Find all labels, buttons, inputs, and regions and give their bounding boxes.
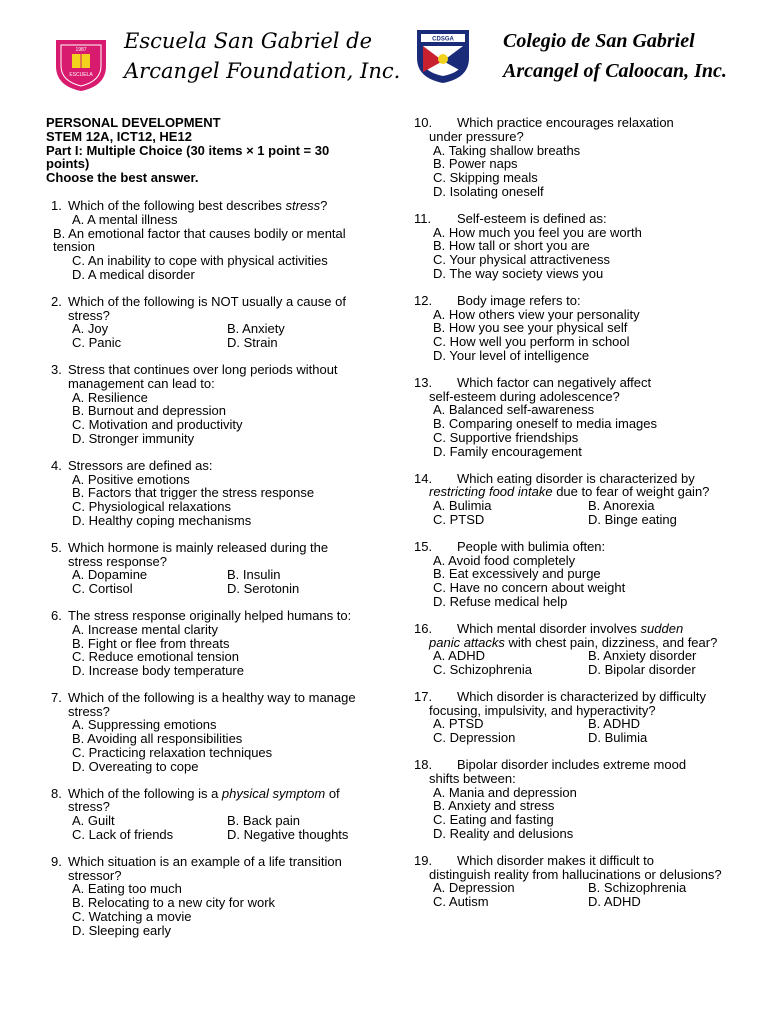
option-b[interactable]: B. How you see your physical self (433, 320, 628, 336)
question-13 (414, 376, 734, 459)
question-17 (414, 690, 734, 745)
exam-instruction: Choose the best answer. (46, 170, 199, 186)
option-b[interactable]: B. Insulin (227, 567, 281, 583)
question-stem: Stress that continues over long periods without management can lead to: (68, 361, 338, 391)
question-stem: Which of the following best describes stress? (68, 197, 328, 213)
question-stem: Which hormone is mainly released during the stress response? (68, 539, 329, 569)
left-school-line1: Escuela San Gabriel de (124, 29, 373, 53)
option-d[interactable]: D. Increase body temperature (72, 663, 244, 679)
question-stem-cont: panic attacks with chest pain, dizziness, and fear? (429, 634, 718, 650)
question-7 (46, 691, 366, 774)
question-stem: People with bulimia often: (457, 538, 606, 554)
question-number: 1. (51, 197, 62, 213)
option-b[interactable]: B. Anxiety (227, 321, 285, 337)
question-number: 7. (51, 689, 62, 705)
school-seal-logo (50, 36, 112, 92)
option-a[interactable]: A. Taking shallow breaths (433, 142, 581, 158)
option-b[interactable]: B. How tall or short you are (433, 238, 590, 254)
option-c[interactable]: C. Practicing relaxation techniques (72, 745, 273, 761)
option-b[interactable]: B. Back pain (227, 813, 300, 829)
option-a[interactable]: A. Depression (433, 880, 515, 896)
question-stem-cont: under pressure? (429, 128, 524, 144)
question-18 (414, 758, 734, 841)
option-c[interactable]: C. How well you perform in school (433, 334, 630, 350)
option-d[interactable]: D. ADHD (588, 894, 641, 910)
question-stem: Which situation is an example of a life transition stressor? (68, 853, 342, 883)
option-b[interactable]: B. Schizophrenia (588, 880, 687, 896)
seal-year: 1987 (75, 47, 87, 53)
option-a[interactable]: A. How others view your personality (433, 306, 640, 322)
question-stem-cont: shifts between: (429, 770, 516, 786)
option-d[interactable]: D. Serotonin (227, 581, 300, 597)
question-number: 12. (414, 292, 433, 308)
option-a[interactable]: A. Mania and depression (433, 784, 577, 800)
option-c[interactable]: C. Cortisol (72, 581, 133, 597)
question-9 (46, 855, 366, 938)
question-2 (46, 295, 366, 350)
option-c[interactable]: C. Autism (433, 894, 489, 910)
option-a[interactable]: A. Dopamine (72, 567, 148, 583)
question-number: 15. (414, 538, 433, 554)
question-8 (46, 787, 366, 842)
option-b[interactable]: B. Anxiety and stress (433, 798, 555, 814)
exam-part: Part I: Multiple Choice (30 items × 1 point = 30 points) (46, 142, 330, 172)
option-c[interactable]: C. Supportive friendships (433, 429, 579, 445)
question-number: 13. (414, 374, 433, 390)
question-number: 5. (51, 539, 62, 555)
question-number: 4. (51, 457, 62, 473)
right-column (414, 116, 734, 909)
question-5 (46, 541, 366, 596)
option-b[interactable]: B. Avoiding all responsibilities (72, 731, 243, 747)
option-d[interactable]: D. The way society views you (433, 265, 604, 281)
question-stem: Which disorder is characterized by difficulty (457, 688, 707, 704)
question-6 (46, 609, 366, 678)
question-11 (414, 212, 734, 281)
option-a[interactable]: A. Guilt (72, 813, 115, 829)
option-c[interactable]: C. Panic (72, 335, 122, 351)
option-a[interactable]: A. A mental illness (72, 211, 178, 227)
option-b[interactable]: B. Power naps (433, 156, 518, 172)
question-number: 8. (51, 785, 62, 801)
option-b[interactable]: B. Anorexia (588, 498, 655, 514)
option-a[interactable]: A. PTSD (433, 716, 484, 732)
option-b[interactable]: B. Relocating to a new city for work (72, 895, 276, 911)
question-4 (46, 459, 366, 528)
exam-sections: STEM 12A, ICT12, HE12 (46, 128, 192, 144)
option-a[interactable]: A. Joy (72, 321, 109, 337)
option-c[interactable]: C. Motivation and productivity (72, 417, 243, 433)
question-number: 18. (414, 757, 433, 773)
question-10 (414, 116, 734, 199)
option-d[interactable]: D. Binge eating (588, 511, 677, 527)
option-c[interactable]: C. Your physical attractiveness (433, 252, 611, 268)
option-d[interactable]: D. Your level of intelligence (433, 347, 590, 363)
option-a[interactable]: A. Suppressing emotions (72, 717, 217, 733)
page-header (0, 0, 768, 108)
question-stem-cont: distinguish reality from hallucinations or delusions? (429, 866, 722, 882)
option-d[interactable]: D. Sleeping early (72, 922, 171, 938)
question-14 (414, 472, 734, 527)
option-a[interactable]: A. Eating too much (72, 881, 182, 897)
question-stem: The stress response originally helped humans to: (68, 607, 352, 623)
question-number: 6. (51, 607, 62, 623)
option-c[interactable]: C. PTSD (433, 511, 485, 527)
option-a[interactable]: A. Resilience (72, 389, 148, 405)
option-c[interactable]: C. Schizophrenia (433, 662, 532, 678)
option-b[interactable]: B. Comparing oneself to media images (433, 416, 658, 432)
question-stem: Self-esteem is defined as: (457, 210, 607, 226)
option-a[interactable]: A. Positive emotions (72, 471, 190, 487)
question-number: 10. (414, 115, 433, 130)
question-number: 19. (414, 852, 433, 868)
option-c[interactable]: C. Watching a movie (72, 909, 192, 925)
question-stem: Stressors are defined as: (68, 457, 213, 473)
shield-text: CDSGA (432, 36, 454, 43)
question-stem-cont: self-esteem during adolescence? (429, 388, 620, 404)
question-stem: Body image refers to: (457, 292, 581, 308)
question-number: 17. (414, 688, 433, 704)
option-a[interactable]: A. Balanced self-awareness (433, 402, 595, 418)
option-d[interactable]: D. A medical disorder (72, 266, 195, 282)
option-d[interactable]: D. Overeating to cope (72, 758, 199, 774)
question-stem: Which practice encourages relaxation (457, 115, 674, 130)
option-d[interactable]: D. Stronger immunity (72, 430, 195, 446)
exam-subject: PERSONAL DEVELOPMENT (46, 115, 221, 130)
option-c[interactable]: C. Have no concern about weight (433, 580, 626, 596)
option-d[interactable]: D. Bulimia (588, 730, 648, 746)
right-school-line1: Colegio de San Gabriel (503, 30, 695, 52)
option-d[interactable]: D. Refuse medical help (433, 593, 568, 609)
question-stem-cont: restricting food intake due to fear of weight gain? (429, 484, 710, 500)
question-number: 3. (51, 361, 62, 377)
option-d[interactable]: D. Negative thoughts (227, 827, 349, 843)
question-stem: Which factor can negatively affect (457, 374, 652, 390)
option-b[interactable]: B. ADHD (588, 716, 641, 732)
option-d[interactable]: D. Isolating oneself (433, 183, 544, 199)
left-school-name (124, 26, 401, 86)
question-number: 11. (414, 210, 432, 226)
question-12 (414, 294, 734, 363)
option-b[interactable]: B. Burnout and depression (72, 403, 226, 419)
option-c[interactable]: C. Reduce emotional tension (72, 649, 239, 665)
option-b[interactable]: B. Fight or flee from threats (72, 635, 230, 651)
left-column (46, 116, 366, 938)
option-c[interactable]: C. An inability to cope with physical activities (72, 253, 328, 269)
question-stem: Which of the following is a healthy way to manage stress? (68, 689, 356, 719)
option-b[interactable]: B. An emotional factor that causes bodily or mental tension (53, 225, 346, 255)
option-a[interactable]: A. Avoid food completely (433, 552, 576, 568)
option-b[interactable]: B. Factors that trigger the stress response (72, 485, 315, 501)
question-stem: Which disorder makes it difficult to (457, 852, 654, 868)
question-3 (46, 363, 366, 446)
option-b[interactable]: B. Eat excessively and purge (433, 566, 601, 582)
option-c[interactable]: C. Skipping meals (433, 170, 538, 186)
option-d[interactable]: D. Healthy coping mechanisms (72, 512, 252, 528)
question-stem: Which of the following is a physical symptom of stress? (68, 785, 340, 815)
option-c[interactable]: C. Depression (433, 730, 516, 746)
school-shield-logo (413, 26, 473, 84)
question-number: 16. (414, 620, 433, 636)
option-c[interactable]: C. Eating and fasting (433, 812, 554, 828)
question-1 (46, 199, 366, 282)
question-stem: Which eating disorder is characterized by (457, 470, 695, 486)
question-number: 2. (51, 293, 62, 309)
question-stem: Which mental disorder involves sudden (457, 620, 684, 636)
option-d[interactable]: D. Strain (227, 335, 278, 351)
right-school-name (503, 26, 753, 86)
question-stem: Which of the following is NOT usually a cause of stress? (68, 293, 346, 323)
option-a[interactable]: A. ADHD (433, 648, 486, 664)
option-d[interactable]: D. Bipolar disorder (588, 662, 696, 678)
left-school-line2: Arcangel Foundation, Inc. (124, 59, 401, 83)
question-number: 9. (51, 853, 62, 869)
right-school-line2: Arcangel of Caloocan, Inc. (503, 60, 727, 82)
option-d[interactable]: D. Family encouragement (433, 443, 582, 459)
option-a[interactable]: A. How much you feel you are worth (433, 224, 642, 240)
question-stem: Bipolar disorder includes extreme mood (457, 757, 687, 773)
option-a[interactable]: A. Bulimia (433, 498, 492, 514)
question-number: 14. (414, 470, 433, 486)
question-stem-cont: focusing, impulsivity, and hyperactivity? (429, 702, 656, 718)
option-c[interactable]: C. Lack of friends (72, 827, 174, 843)
option-c[interactable]: C. Physiological relaxations (72, 499, 231, 515)
exam-title-block (46, 116, 366, 185)
question-16 (414, 622, 734, 677)
seal-name: ESCUELA (69, 72, 93, 78)
option-a[interactable]: A. Increase mental clarity (72, 621, 218, 637)
question-15 (414, 540, 734, 609)
option-b[interactable]: B. Anxiety disorder (588, 648, 697, 664)
option-d[interactable]: D. Reality and delusions (433, 826, 574, 842)
question-19 (414, 854, 734, 909)
